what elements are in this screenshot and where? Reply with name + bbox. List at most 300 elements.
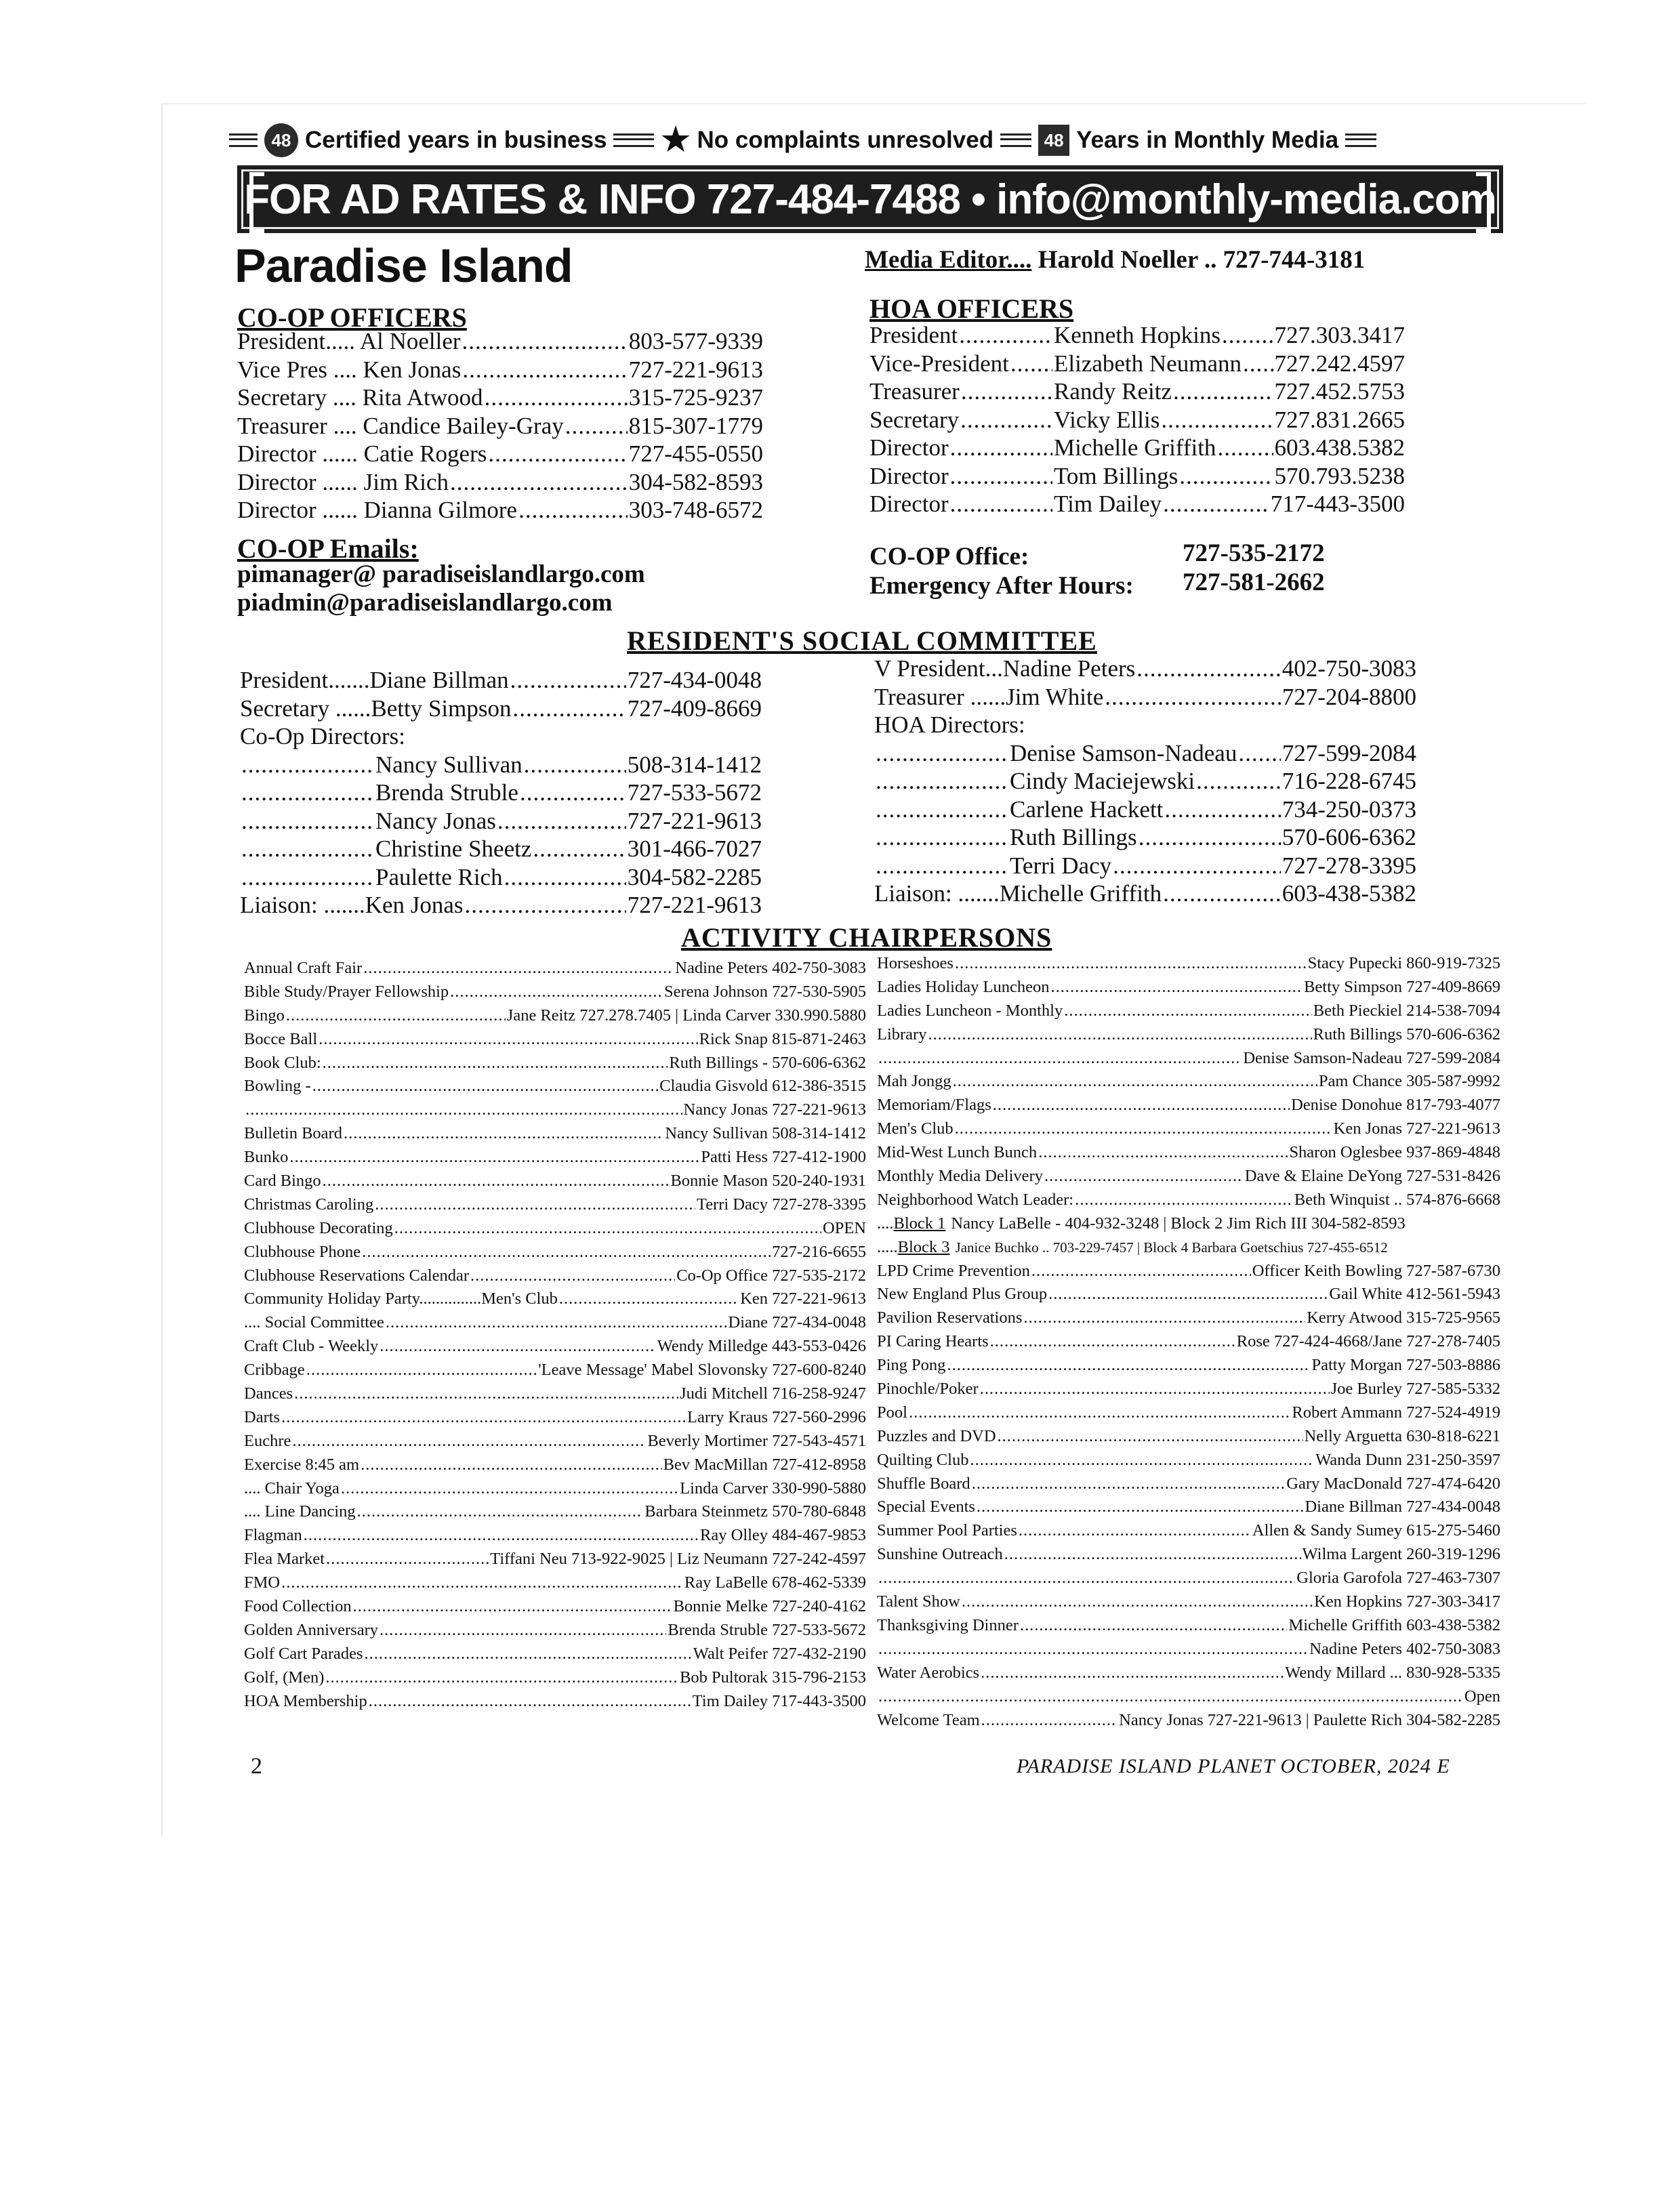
list-item (877, 1354, 1500, 1378)
list-item (877, 1070, 1500, 1094)
list-item (237, 496, 763, 524)
activity-name: Dances (244, 1384, 293, 1403)
list-item (244, 1477, 866, 1501)
activity-name: Darts (244, 1407, 281, 1426)
leader-dots (1075, 1189, 1293, 1212)
list-item (244, 1453, 866, 1477)
leader-dots (1020, 1614, 1288, 1638)
chairperson: Gail White 412-561-5943 (1329, 1285, 1500, 1304)
officer-phone: 727.831.2665 (1274, 406, 1405, 433)
list-item (877, 1306, 1500, 1330)
leader-dots (462, 356, 627, 384)
list-item (874, 852, 1416, 880)
leader-dots (241, 807, 374, 835)
chairperson: Co-Op Office 727-535-2172 (676, 1266, 866, 1285)
list-item (237, 468, 763, 497)
chairperson: Betty Simpson 727-409-8669 (1304, 977, 1500, 996)
list-item (877, 1165, 1500, 1189)
list-item (244, 981, 866, 1004)
leader-dots (304, 1524, 699, 1548)
leader-dots (497, 807, 626, 835)
officer-title: Director (869, 491, 949, 517)
leader-dots (981, 1709, 1118, 1733)
member-phone: 727-204-8800 (1282, 683, 1416, 710)
list-item (877, 1047, 1500, 1071)
leader-dots (386, 1311, 727, 1335)
activity-name: Cribbage (244, 1361, 305, 1380)
activity-name: Golf, (Men) (244, 1668, 325, 1687)
liaison-phone: 727-221-9613 (627, 892, 762, 918)
leader-dots (878, 1685, 1463, 1709)
leader-dots (1044, 1165, 1244, 1189)
list-item (244, 1004, 866, 1028)
block-label: Block 1 (893, 1214, 946, 1233)
chairperson: Robert Ammann 727-524-4919 (1292, 1403, 1500, 1422)
leader-dots (909, 1401, 1290, 1425)
list-item (877, 952, 1500, 976)
leader-dots (1243, 350, 1273, 378)
leader-dots (878, 1047, 1242, 1071)
leader-dots (450, 981, 663, 1004)
activity-name: HOA Membership (244, 1691, 367, 1710)
list-item (240, 779, 762, 807)
leader-dots (510, 666, 626, 695)
chairperson: Stacy Pupecki 860-919-7325 (1307, 954, 1500, 972)
chairperson: Nadine Peters 402-750-3083 (1309, 1639, 1500, 1658)
leader-dots (520, 779, 626, 807)
leader-dots (1019, 1519, 1251, 1543)
leader-dots (241, 835, 374, 863)
chairperson: Ruth Billings - 570-606-6362 (669, 1053, 866, 1072)
activity-name: Clubhouse Reservations Calendar (244, 1266, 470, 1285)
leader-dots (524, 751, 626, 779)
activity-name: Book Club: (244, 1053, 321, 1072)
ad-rates-text: FOR AD RATES & INFO 727-484-7488 • info@monthly-media.com (244, 176, 1496, 223)
leader-dots: ..... (877, 1237, 898, 1256)
member-phone: 727-434-0048 (627, 667, 762, 693)
liaison-label: Liaison: .......Michelle Griffith (874, 880, 1162, 907)
director-phone: 508-314-1412 (627, 751, 762, 778)
officer-phone: 717-443-3500 (1270, 491, 1405, 517)
coop-office-label: CO-OP Office: (869, 543, 1029, 571)
activity-name: New England Plus Group (877, 1285, 1048, 1304)
tagline-banner (229, 122, 1503, 159)
leader-dots (1173, 377, 1273, 406)
member-phone: 402-750-3083 (1282, 655, 1416, 682)
activity-name: Bunko (244, 1148, 289, 1167)
officer-name: Kenneth Hopkins (1054, 322, 1221, 348)
social-committee-right (874, 655, 1416, 908)
list-item (874, 739, 1416, 768)
list-item (244, 1548, 866, 1571)
list-item (877, 1449, 1500, 1472)
list-item (874, 796, 1416, 824)
leader-dots (319, 1028, 697, 1052)
list-item (244, 1382, 866, 1406)
activity-name: Clubhouse Phone (244, 1242, 361, 1261)
activity-name: Monthly Media Delivery (877, 1167, 1043, 1186)
leader-dots (876, 852, 1008, 880)
director-phone: 727-278-3395 (1282, 852, 1416, 879)
leader-dots (504, 863, 626, 892)
activity-name: Exercise 8:45 am (244, 1455, 360, 1474)
leader-dots (394, 1217, 821, 1241)
hoa-officers-list (869, 321, 1405, 518)
officer-title: Director (869, 462, 949, 489)
chairperson: Gloria Garofola 727-463-7307 (1296, 1569, 1500, 1588)
coop-directors-label (240, 722, 762, 751)
leader-dots (565, 412, 628, 440)
coop-emails-heading: CO-OP Emails: (237, 533, 419, 564)
officer-phone: 570.793.5238 (1274, 462, 1405, 489)
activity-name: Mah Jongg (877, 1072, 951, 1091)
leader-dots (981, 1661, 1284, 1685)
leader-dots (286, 1004, 506, 1028)
list-item (244, 1524, 866, 1548)
list-item (240, 695, 762, 723)
leader-dots (970, 1449, 1314, 1472)
media-editor-value: Harold Noeller .. 727-744-3181 (1038, 246, 1366, 274)
director-name: Ruth Billings (1010, 824, 1137, 850)
director-phone: 301-466-7027 (627, 835, 762, 862)
chairperson: Linda Carver 330-990-5880 (680, 1479, 866, 1498)
years-badge-square: 48 (1038, 125, 1069, 156)
list-item (244, 1643, 866, 1666)
years-badge-circle: 48 (264, 123, 298, 157)
list-item (244, 1264, 866, 1288)
list-item (237, 412, 763, 440)
leader-dots (559, 1287, 739, 1311)
list-item (244, 1430, 866, 1453)
list-item (244, 1690, 866, 1714)
chairperson: Ken Hopkins 727-303-3417 (1314, 1592, 1500, 1611)
activity-name: Sunshine Outreach (877, 1545, 1003, 1564)
leader-dots (1048, 1283, 1328, 1306)
block-label: Block 3 (897, 1237, 950, 1256)
coop-email-manager[interactable]: pimanager@ paradiseislandlargo.com (237, 560, 645, 588)
leader-dots (990, 1330, 1235, 1354)
chairperson: Patti Hess 727-412-1900 (701, 1148, 866, 1167)
leader-dots (362, 1241, 771, 1264)
member-label: V President...Nadine Peters (874, 655, 1136, 682)
coop-directors-text: Co-Op Directors: (240, 723, 405, 749)
activity-name: Library (877, 1025, 927, 1044)
chairperson: Nadine Peters 402-750-3083 (675, 959, 866, 977)
activity-name: Talent Show (877, 1592, 960, 1611)
activity-name: Ping Pong (877, 1356, 946, 1375)
list-item (869, 434, 1405, 462)
ad-rates-banner (237, 165, 1503, 233)
coop-officers-list (237, 327, 763, 524)
member-label: Treasurer ......Jim White (874, 683, 1104, 710)
list-item (237, 327, 763, 356)
leader-dots (470, 1264, 675, 1288)
director-name: Christine Sheetz (375, 835, 532, 862)
activity-name: LPD Crime Prevention (877, 1261, 1030, 1280)
bracket-left-decoration (249, 172, 264, 233)
activity-name: .... Line Dancing (244, 1502, 356, 1521)
list-item (877, 1590, 1500, 1614)
chairperson: Tim Dailey 717-443-3500 (692, 1691, 866, 1710)
chairperson: Denise Samson-Nadeau 727-599-2084 (1243, 1048, 1500, 1067)
chairperson: Dave & Elaine DeYong 727-531-8426 (1244, 1167, 1500, 1186)
coop-email-admin[interactable]: piadmin@paradiseislandlargo.com (237, 589, 613, 617)
emergency-label: Emergency After Hours: (869, 572, 1134, 600)
chairperson: Nancy Jonas 727-221-9613 | Paulette Rich 304-582-2285 (1119, 1710, 1500, 1729)
list-item (244, 1075, 866, 1098)
no-complaints-text: No complaints unresolved (697, 127, 994, 153)
leader-dots (961, 377, 1052, 406)
leader-dots (294, 1382, 678, 1406)
activity-chairpersons-heading: ACTIVITY CHAIRPERSONS (681, 922, 1052, 953)
leader-dots: .... (877, 1214, 894, 1233)
chairperson: 'Leave Message' Mabel Slovonsky 727-600-8240 (538, 1361, 866, 1380)
list-item (244, 1170, 866, 1193)
chairperson: Ray Olley 484-467-9853 (700, 1526, 866, 1545)
chairperson: Beth Winquist .. 574-876-6668 (1294, 1190, 1500, 1209)
list-item (869, 406, 1405, 434)
chairperson: Ruth Billings 570-606-6362 (1313, 1025, 1500, 1044)
social-committee-heading: RESIDENT'S SOCIAL COMMITTEE (627, 625, 1097, 656)
list-item (869, 377, 1405, 406)
chairperson: Ken 727-221-9613 (740, 1289, 866, 1308)
list-item (244, 1193, 866, 1217)
list-item (877, 1519, 1500, 1543)
leader-dots (380, 1619, 666, 1643)
officer-title: Treasurer (869, 378, 960, 405)
hoa-directors-label (874, 711, 1416, 739)
chairperson: Larry Kraus 727-560-2996 (687, 1407, 866, 1426)
officer-phone: 803-577-9339 (628, 328, 763, 354)
coop-officers-heading: CO-OP OFFICERS (237, 302, 467, 333)
leader-dots (878, 1567, 1295, 1590)
officer-phone: 303-748-6572 (628, 497, 763, 523)
list-item (244, 1571, 866, 1595)
leader-dots (876, 739, 1008, 768)
activity-name: Clubhouse Decorating (244, 1218, 393, 1237)
chairperson: Judi Mitchell 716-258-9247 (680, 1384, 866, 1403)
list-item (877, 1472, 1500, 1496)
chairperson: Ken Jonas 727-221-9613 (1333, 1119, 1500, 1138)
leader-dots (878, 1638, 1308, 1661)
list-item (244, 1028, 866, 1052)
list-item (244, 1666, 866, 1690)
list-item (877, 1189, 1500, 1212)
emergency-phone: 727-581-2662 (1183, 569, 1325, 596)
leader-dots (962, 1590, 1313, 1614)
list-item (237, 440, 763, 468)
activity-name: Bulletin Board (244, 1124, 342, 1143)
activity-name: .... Social Committee (244, 1313, 384, 1332)
chairperson: Officer Keith Bowling 727-587-6730 (1252, 1261, 1500, 1280)
list-item (874, 683, 1416, 711)
leader-dots (980, 1378, 1330, 1401)
bracket-right-decoration (1476, 172, 1491, 233)
list-item (240, 835, 762, 863)
chairperson: Diane 727-434-0048 (728, 1313, 866, 1332)
director-phone: 727-599-2084 (1282, 739, 1416, 766)
leader-dots (281, 1406, 686, 1430)
leader-dots (353, 1595, 672, 1619)
activity-name: Pavilion Reservations (877, 1308, 1023, 1327)
officer-name: Randy Reitz (1054, 378, 1172, 405)
director-name: Cindy Maciejewski (1010, 768, 1195, 794)
leader-dots (369, 1690, 691, 1714)
chairperson: Open (1464, 1687, 1500, 1706)
leader-dots (1163, 880, 1281, 908)
star-icon: ★ (661, 122, 691, 158)
list-item (869, 462, 1405, 491)
leader-dots (518, 496, 628, 524)
leader-dots (960, 406, 1052, 434)
page-number: 2 (251, 1754, 262, 1779)
activity-name: Puzzles and DVD (877, 1426, 996, 1445)
officer-phone: 727-221-9613 (628, 356, 763, 383)
leader-dots (1031, 1260, 1251, 1283)
director-name: Brenda Struble (375, 779, 518, 806)
list-item (874, 655, 1416, 683)
list-item (240, 666, 762, 695)
list-item (877, 1543, 1500, 1567)
leader-dots (876, 823, 1008, 852)
monthly-media-years-text: Years in Monthly Media (1076, 127, 1339, 153)
director-phone: 570-606-6362 (1282, 824, 1416, 850)
chairperson: Bob Pultorak 315-796-2153 (680, 1668, 866, 1687)
officer-title: President (869, 322, 958, 348)
leader-dots (1010, 350, 1052, 378)
chairperson: Nancy Jonas 727-221-9613 (683, 1100, 866, 1119)
officer-label: President..... Al Noeller (237, 328, 461, 354)
chairperson: Wendy Millard ... 830-928-5335 (1285, 1663, 1500, 1682)
chairperson: Beth Pieckiel 214-538-7094 (1313, 1001, 1500, 1020)
leader-dots (1238, 739, 1280, 768)
activity-name: Euchre (244, 1431, 291, 1450)
leader-dots (876, 767, 1008, 796)
chairperson: Gary MacDonald 727-474-6420 (1286, 1474, 1500, 1493)
chairperson: Terri Dacy 727-278-3395 (696, 1195, 866, 1214)
member-label: President.......Diane Billman (240, 667, 509, 693)
chairperson: Rick Snap 815-871-2463 (699, 1029, 866, 1048)
list-item (869, 490, 1405, 518)
list-item (244, 1406, 866, 1430)
chairperson: Bonnie Melke 727-240-4162 (673, 1597, 866, 1616)
leader-dots (1050, 976, 1303, 999)
chairperson: Allen & Sandy Sumey 615-275-5460 (1252, 1521, 1500, 1540)
list-item (877, 1212, 1500, 1236)
leader-dots (1113, 852, 1281, 880)
activity-name: Shuffle Board (877, 1474, 970, 1493)
list-item (237, 356, 763, 384)
leader-dots (1163, 490, 1269, 518)
list-item (877, 1709, 1500, 1733)
director-name: Nancy Sullivan (375, 751, 523, 778)
officer-name: Tom Billings (1054, 462, 1179, 489)
chairperson: Denise Donohue 817-793-4077 (1291, 1096, 1500, 1115)
list-item (877, 1330, 1500, 1354)
list-item (877, 1401, 1500, 1425)
officer-title: Director (869, 434, 949, 461)
chairperson: Rose 727-424-4668/Jane 727-278-7405 (1236, 1332, 1500, 1351)
leader-dots (1105, 683, 1280, 711)
activity-name: FMO (244, 1573, 281, 1592)
officer-label: Secretary .... Rita Atwood (237, 384, 483, 411)
member-label: Secretary ......Betty Simpson (240, 695, 512, 722)
list-item (244, 1241, 866, 1264)
chairperson: Serena Johnson 727-530-5905 (663, 982, 866, 1001)
leader-dots (357, 1500, 644, 1524)
director-name: Denise Samson-Nadeau (1010, 739, 1237, 766)
list-item (869, 350, 1405, 378)
activity-name: Bowling - (244, 1077, 311, 1096)
leader-dots (876, 796, 1008, 824)
director-phone: 734-250-0373 (1282, 796, 1416, 823)
block-contacts: Nancy LaBelle - 404-932-3248 | Block 2 Jim Rich III 304-582-8593 (951, 1214, 1406, 1233)
chairperson: Sharon Oglesbee 937-869-4848 (1289, 1143, 1500, 1162)
leader-dots (947, 1354, 1310, 1378)
leader-dots (289, 1146, 699, 1170)
leader-dots (241, 751, 374, 779)
chairperson: Wanda Dunn 231-250-3597 (1315, 1450, 1500, 1469)
liaison-label: Liaison: .......Ken Jonas (240, 892, 464, 918)
leader-dots (241, 863, 374, 892)
list-item (244, 1359, 866, 1382)
chairperson: Beverly Mortimer 727-543-4571 (647, 1431, 866, 1450)
leader-dots (955, 1117, 1332, 1141)
list-item (877, 1117, 1500, 1141)
activity-name: Flea Market (244, 1550, 325, 1569)
activity-name: Christmas Caroling (244, 1195, 374, 1214)
leader-dots (959, 321, 1052, 350)
list-item (877, 1685, 1500, 1709)
list-item (244, 1335, 866, 1359)
director-phone: 727-533-5672 (627, 779, 762, 806)
list-item (244, 1619, 866, 1643)
chairperson: Bonnie Mason 520-240-1931 (670, 1172, 866, 1191)
activity-name: Water Aerobics (877, 1663, 980, 1682)
activity-name: Summer Pool Parties (877, 1521, 1017, 1540)
list-item (240, 891, 762, 920)
activity-name: Special Events (877, 1498, 975, 1516)
activity-name: Thanksgiving Dinner (877, 1615, 1019, 1634)
activity-name: Flagman (244, 1526, 302, 1545)
list-item (877, 1283, 1500, 1306)
list-item (244, 1311, 866, 1335)
list-item (877, 1260, 1500, 1283)
list-item (877, 999, 1500, 1023)
activity-name: Bocce Ball (244, 1029, 318, 1048)
activity-name: Ladies Holiday Luncheon (877, 977, 1050, 996)
list-item (240, 751, 762, 779)
list-item (877, 1236, 1500, 1260)
hoa-directors-text: HOA Directors: (874, 711, 1025, 738)
officer-label: Director ...... Jim Rich (237, 468, 449, 495)
activity-name: Pinochle/Poker (877, 1380, 979, 1399)
leader-dots (955, 952, 1307, 976)
list-item (877, 1638, 1500, 1661)
list-item (244, 1122, 866, 1146)
chairperson: Pam Chance 305-587-9992 (1318, 1072, 1500, 1091)
activity-name: Food Collection (244, 1597, 352, 1616)
leader-dots (450, 468, 628, 497)
divider-bars (1345, 133, 1376, 147)
leader-dots (950, 490, 1052, 518)
leader-dots (998, 1425, 1303, 1449)
activity-name: Bingo (244, 1006, 285, 1025)
list-item (237, 384, 763, 412)
activity-name: PI Caring Hearts (877, 1332, 989, 1351)
leader-dots (972, 1472, 1286, 1496)
officer-name: Tim Dailey (1054, 491, 1162, 517)
